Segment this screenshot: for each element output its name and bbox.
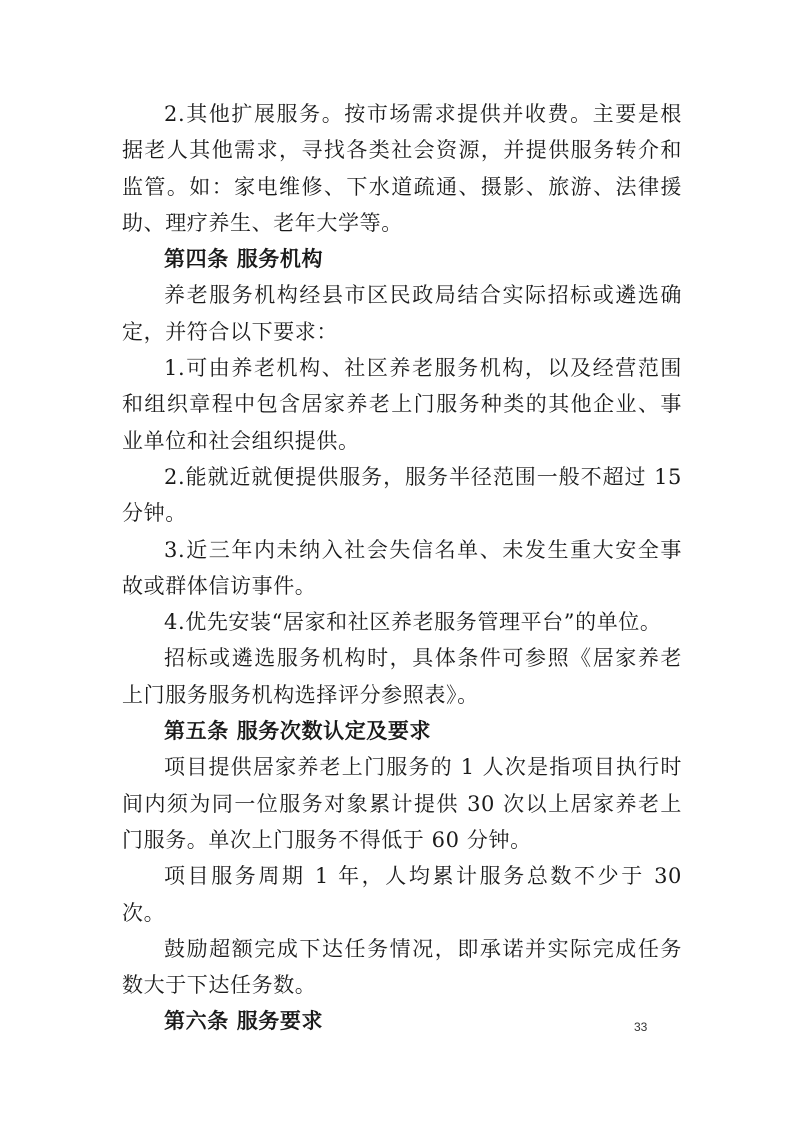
page-number: 33 — [634, 1020, 648, 1034]
paragraph-selection-reference: 招标或遴选服务机构时，具体条件可参照《居家养老上门服务服务机构选择评分参照表》。 — [122, 646, 682, 707]
document-body — [122, 96, 690, 1040]
paragraph-other-extended-services: 2.其他扩展服务。按市场需求提供并收费。主要是根据老人其他需求，寻找各类社会资源，并提供服务转介和监管。如：家电维修、下水道疏通、摄影、旅游、法律援助、理疗养生、老年大学等。 — [122, 102, 682, 235]
paragraph-service-institution-intro: 养老服务机构经县市区民政局结合实际招标或遴选确定，并符合以下要求： — [122, 283, 682, 344]
heading-article-6: 第六条 服务要求 — [164, 1009, 324, 1034]
paragraph-requirement-3: 3.近三年内未纳入社会失信名单、未发生重大安全事故或群体信访事件。 — [122, 537, 682, 598]
paragraph-requirement-1: 1.可由养老机构、社区养老服务机构，以及经营范围和组织章程中包含居家养老上门服务种类的其他企业、事业单位和社会组织提供。 — [122, 356, 682, 453]
paragraph-service-cycle: 项目服务周期 1 年，人均累计服务总数不少于 30 次。 — [122, 864, 690, 925]
paragraph-requirement-2: 2.能就近就便提供服务，服务半径范围一般不超过 15 分钟。 — [122, 464, 690, 526]
paragraph-encourage-exceed: 鼓励超额完成下达任务情况，即承诺并实际完成任务数大于下达任务数。 — [122, 936, 682, 998]
heading-article-4: 第四条 服务机构 — [164, 247, 324, 272]
paragraph-requirement-4: 4.优先安装“居家和社区养老服务管理平台”的单位。 — [164, 610, 662, 635]
heading-article-5: 第五条 服务次数认定及要求 — [164, 719, 432, 744]
paragraph-service-count-definition: 项目提供居家养老上门服务的 1 人次是指项目执行时间内须为同一位服务对象累计提供 30 次以上居家养老上门服务。单次上门服务不得低于 60 分钟。 — [122, 755, 682, 852]
